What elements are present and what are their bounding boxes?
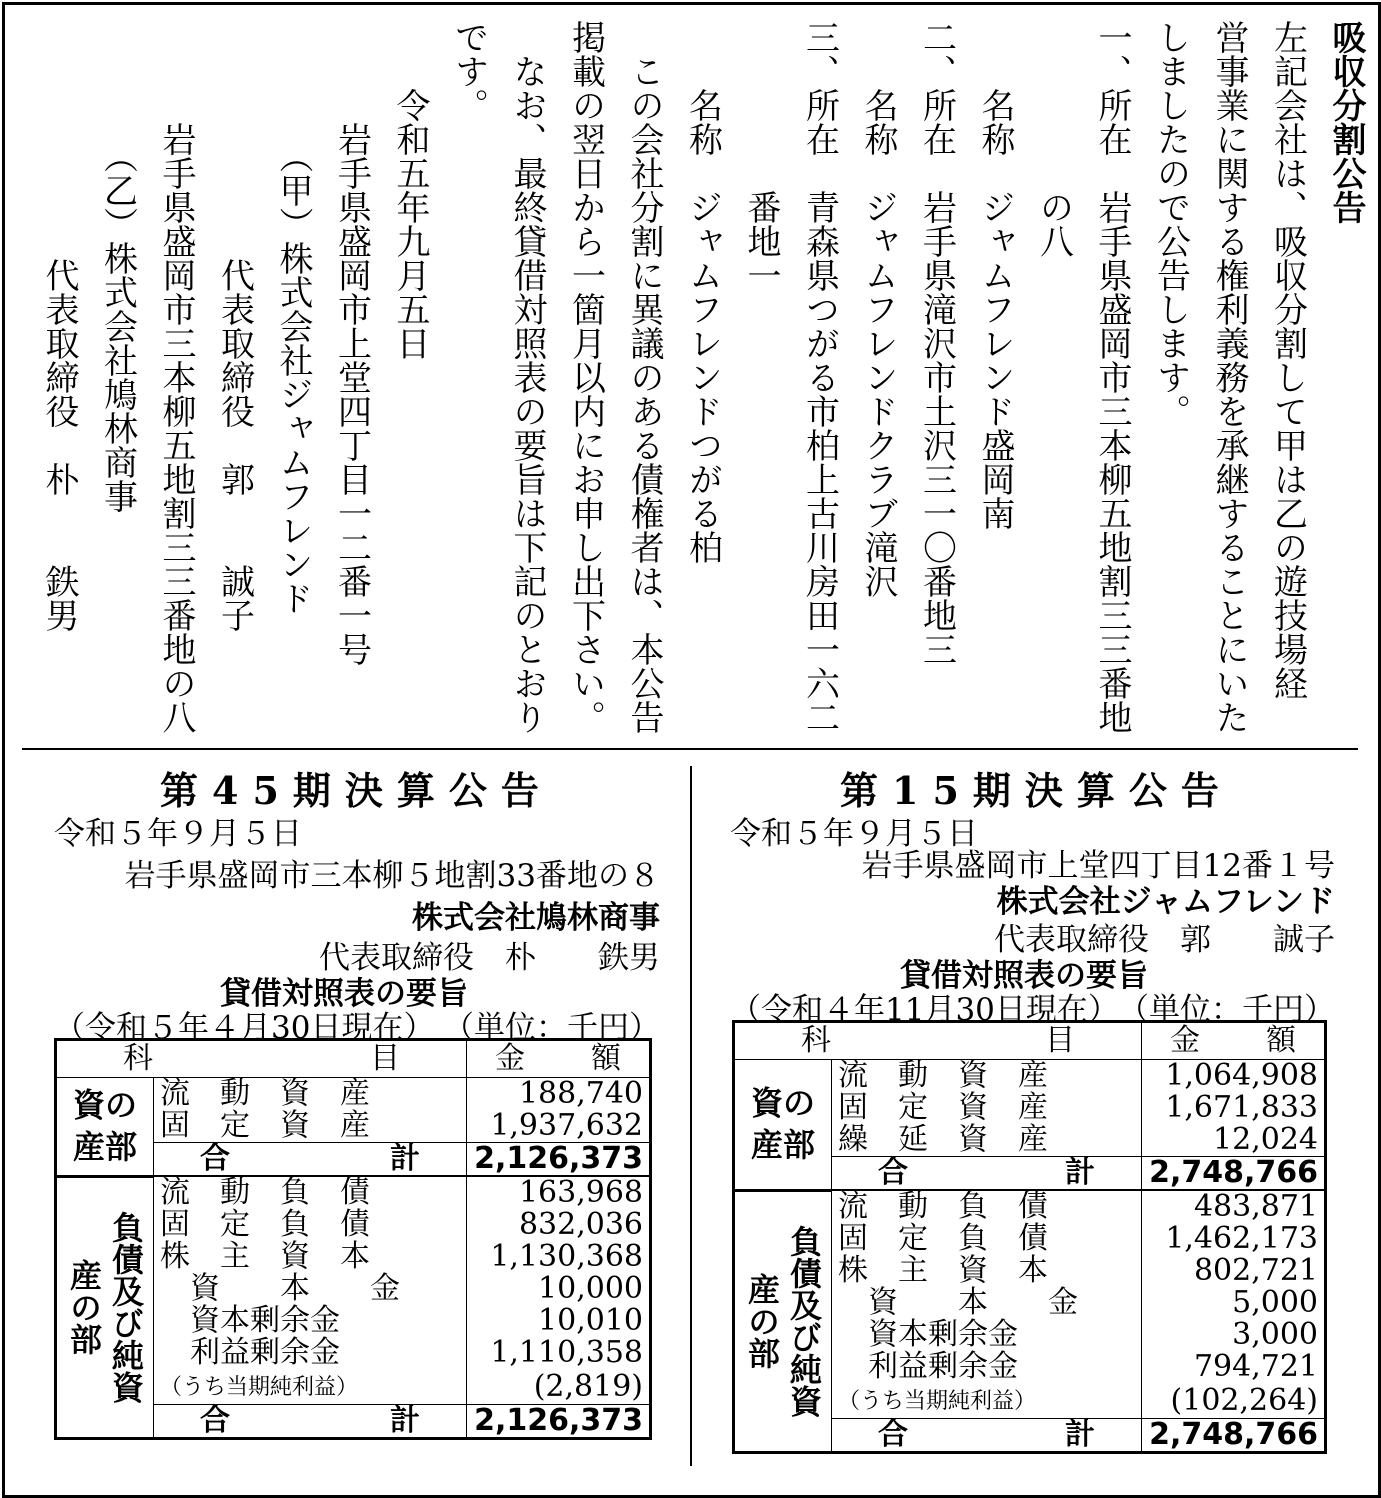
line-item: 固 定 資 産 (154, 1110, 467, 1143)
notice-column: です。 (448, 20, 489, 122)
notice-column: 代表取締役 郭 誠子 (214, 20, 255, 632)
line-amount: 1,110,358 (467, 1337, 651, 1369)
notice-column: なお、最終貸借対照表の要旨は下記のとおり (507, 20, 547, 734)
notice-column: 代表取締役 朴 鉄男 (39, 20, 79, 632)
sheet-subtitle: 貸借対照表の要旨 (900, 958, 1148, 994)
line-item: 流 動 負 債 (832, 1190, 1142, 1223)
assets-total-label: 合 計 (832, 1157, 1142, 1191)
sheet-subtitle: 貸借対照表の要旨 (220, 976, 468, 1012)
as-of-date: （令和４年11月30日現在） (730, 992, 1119, 1028)
section-divider (22, 748, 1358, 750)
representative: 代表取締役 朴 鉄男 (319, 940, 660, 976)
notice-column: 掲載の翌日から一箇月以内にお申し出下さい。 (565, 20, 606, 734)
line-amount: 5,000 (1142, 1287, 1326, 1319)
assets-total-amount: 2,748,766 (1142, 1157, 1326, 1191)
line-item: （うち当期純利益） (832, 1383, 1142, 1419)
line-item: 資 本 金 (154, 1273, 467, 1305)
notice-column: 岩手県盛岡市上堂四丁目一二番一号 (331, 20, 372, 666)
balance-sheet-table (54, 1038, 652, 1440)
unit-label: （単位：千円） (1118, 992, 1335, 1028)
line-amount: 163,968 (467, 1176, 651, 1209)
notice-column: の八 (1033, 20, 1074, 258)
line-amount: 10,010 (467, 1305, 651, 1337)
line-item: 利益剰余金 (154, 1337, 467, 1369)
assets-section-label: 資の 産部 (734, 1060, 832, 1191)
line-item: 固 定 負 債 (832, 1223, 1142, 1255)
line-item: 株 主 資 本 (832, 1255, 1142, 1287)
line-item: 流 動 負 債 (154, 1176, 467, 1209)
liabilities-total-amount: 2,126,373 (467, 1405, 651, 1439)
notice-column: しましたので公告します。 (1150, 20, 1191, 428)
notice-column: 名称 ジャムフレンドクラブ滝沢 (858, 20, 898, 598)
line-amount: 1,671,833 (1142, 1092, 1326, 1124)
line-item: 繰 延 資 産 (832, 1124, 1142, 1157)
line-amount: 1,130,368 (467, 1241, 651, 1273)
representative: 代表取締役 郭 誠子 (994, 922, 1335, 958)
line-amount: (2,819) (467, 1369, 651, 1405)
assets-total-label: 合 計 (154, 1143, 467, 1177)
line-item: 利益剰余金 (832, 1351, 1142, 1383)
absorption-split-notice (14, 20, 1366, 735)
line-amount: (102,264) (1142, 1383, 1326, 1419)
line-amount: 3,000 (1142, 1319, 1326, 1351)
line-amount: 794,721 (1142, 1351, 1326, 1383)
notice-column: 営事業に関する権利義務を承継することにいた (1209, 20, 1249, 734)
line-item: 流 動 資 産 (832, 1060, 1142, 1093)
notice-column: 左記会社は、吸収分割して甲は乙の遊技場経 (1267, 20, 1308, 700)
notice-column: 番地一 (741, 20, 781, 292)
liabilities-section-label: 負債及び純資産の部 (56, 1176, 154, 1439)
line-item: 固 定 資 産 (832, 1092, 1142, 1124)
line-amount: 1,462,173 (1142, 1223, 1326, 1255)
header-item: 科 目 (734, 1022, 1142, 1060)
line-item: 資 本 金 (832, 1287, 1142, 1319)
notice-column: （甲）株式会社ジャムフレンド (273, 20, 313, 615)
assets-total-amount: 2,126,373 (467, 1143, 651, 1177)
line-amount: 483,871 (1142, 1190, 1326, 1223)
line-amount: 1,937,632 (467, 1110, 651, 1143)
column-divider (690, 766, 692, 1466)
company-address: 岩手県盛岡市三本柳５地割33番地の８ (124, 858, 660, 894)
notice-column: 令和五年九月五日 (390, 20, 430, 360)
notice-column: 三、所在 青森県つがる市柏上古川房田一六二 (799, 20, 840, 734)
statement-heading: 第45期決算公告 (160, 768, 553, 813)
line-amount: 12,024 (1142, 1124, 1326, 1157)
notice-column: 二、所在 岩手県滝沢市土沢三一〇番地三 (916, 20, 957, 666)
line-item: 固 定 負 債 (154, 1209, 467, 1241)
assets-section-label: 資の 産部 (56, 1078, 154, 1177)
notice-column: 一、所在 岩手県盛岡市三本柳五地割三三番地 (1092, 20, 1132, 734)
line-amount: 188,740 (467, 1078, 651, 1111)
as-of-date: （令和５年４月30日現在） (54, 1010, 435, 1046)
liabilities-total-label: 合 計 (154, 1405, 467, 1439)
unit-label: （単位：千円） (443, 1010, 660, 1046)
liabilities-total-amount: 2,748,766 (1142, 1419, 1326, 1453)
line-item: 資本剰余金 (154, 1305, 467, 1337)
line-item: 流 動 資 産 (154, 1078, 467, 1111)
header-amount: 金 額 (1142, 1022, 1326, 1060)
company-name: 株式会社ジャムフレンド (996, 884, 1335, 920)
notice-column: この会社分割に異議のある債権者は、本公告 (624, 20, 664, 734)
statement-date: 令和５年９月５日 (730, 816, 978, 852)
line-amount: 802,721 (1142, 1255, 1326, 1287)
line-amount: 10,000 (467, 1273, 651, 1305)
header-amount: 金 額 (467, 1040, 651, 1078)
notice-column: 名称 ジャムフレンドつがる柏 (682, 20, 723, 564)
notice-title: 吸収分割公告 (1326, 20, 1366, 224)
liabilities-total-label: 合 計 (832, 1419, 1142, 1453)
header-item: 科 目 (56, 1040, 467, 1078)
notice-column: （乙）株式会社鳩林商事 (97, 20, 138, 513)
line-amount: 832,036 (467, 1209, 651, 1241)
notice-column: 名称 ジャムフレンド盛岡南 (975, 20, 1015, 530)
line-item: 資本剰余金 (832, 1319, 1142, 1351)
line-item: 株 主 資 本 (154, 1241, 467, 1273)
notice-column: 岩手県盛岡市三本柳五地割三三番地の八 (156, 20, 196, 734)
statement-heading: 第15期決算公告 (840, 768, 1233, 813)
company-address: 岩手県盛岡市上堂四丁目12番１号 (861, 848, 1335, 884)
liabilities-section-label: 負債及び純資産の部 (734, 1190, 832, 1453)
company-name: 株式会社鳩林商事 (412, 900, 660, 936)
balance-sheet-table (732, 1020, 1327, 1454)
statement-date: 令和５年９月５日 (54, 816, 302, 852)
line-amount: 1,064,908 (1142, 1060, 1326, 1093)
line-item: （うち当期純利益） (154, 1369, 467, 1405)
